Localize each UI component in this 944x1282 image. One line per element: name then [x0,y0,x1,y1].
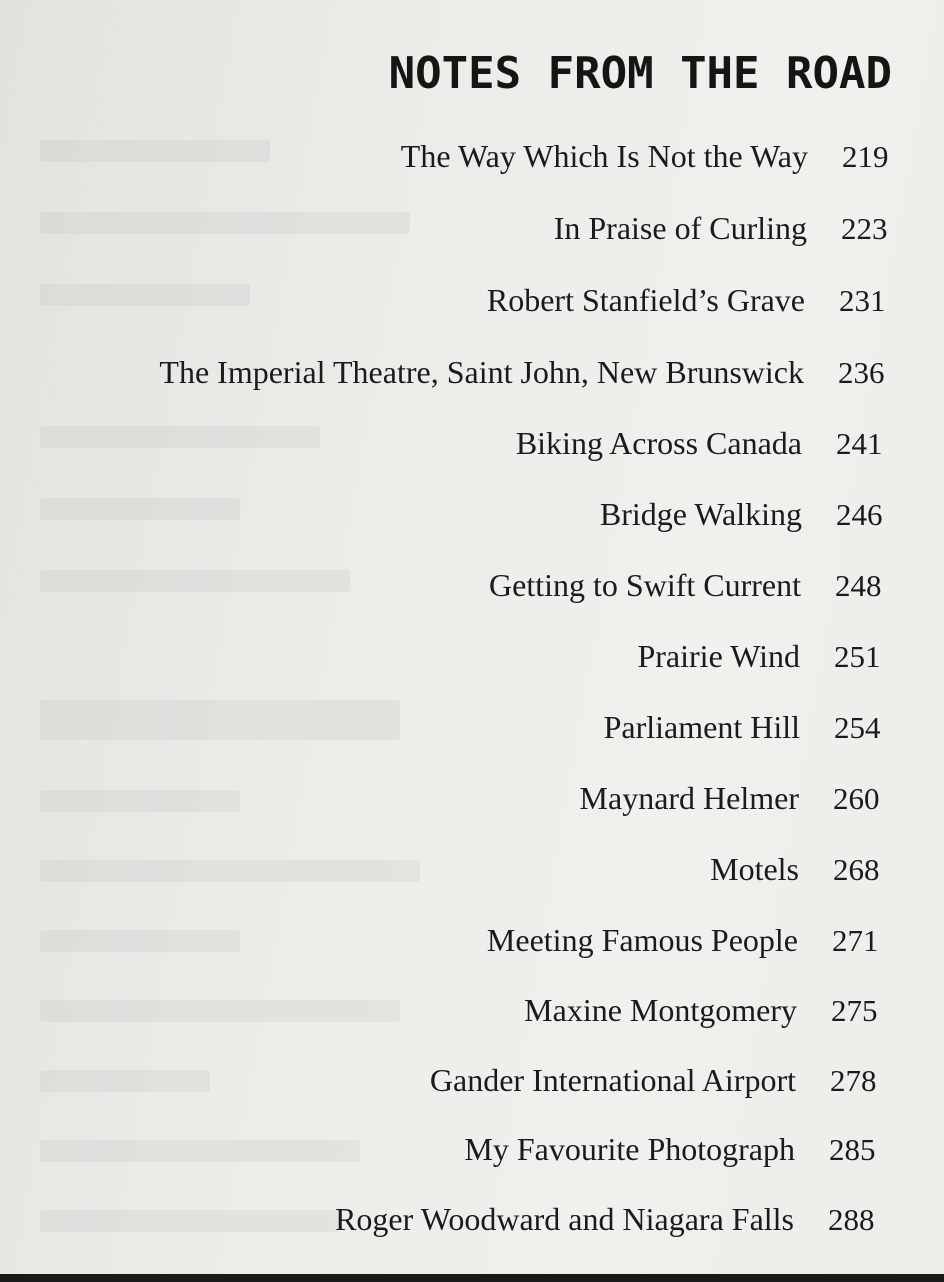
toc-entry-title: Motels [710,851,799,887]
toc-entry-title: Maynard Helmer [579,780,799,816]
toc-entry-title: Meeting Famous People [486,922,798,958]
toc-entry-page: 231 [839,283,886,318]
toc-entry-title: My Favourite Photograph [464,1131,795,1167]
toc-entry-page: 241 [836,426,883,461]
toc-entry-title: The Way Which Is Not the Way [400,138,808,174]
toc-entry[interactable] [604,709,886,749]
toc-entry-title: Parliament Hill [603,709,800,745]
section-title: NOTES FROM THE ROAD [388,48,892,99]
toc-entry-page: 278 [830,1063,877,1098]
toc-entry[interactable] [637,638,886,678]
toc-entry-title: Getting to Swift Current [489,567,801,603]
toc-entry-page: 268 [833,852,880,887]
toc-entry-title: Bridge Walking [599,496,802,532]
toc-entry-title: In Praise of Curling [553,210,807,246]
page-bottom-edge [0,1274,944,1282]
toc-entry[interactable] [430,1062,882,1102]
toc-entry[interactable] [159,354,890,394]
toc-entry-page: 285 [829,1132,876,1167]
toc-entry-page: 223 [841,211,888,246]
toc-entry-page: 275 [831,993,878,1028]
toc-entry-title: Roger Woodward and Niagara Falls [335,1201,794,1237]
toc-entry-title: The Imperial Theatre, Saint John, New Brunswick [159,354,804,390]
toc-entry-title: Maxine Montgomery [524,992,797,1028]
toc-entry-title: Biking Across Canada [515,425,802,461]
toc-entry-page: 246 [836,497,883,532]
toc-entry[interactable] [464,1131,881,1171]
toc-entry[interactable] [580,780,885,820]
toc-entry-page: 288 [828,1202,875,1237]
toc-entry-title: Robert Stanfield’s Grave [486,282,805,318]
toc-entry[interactable] [516,425,888,465]
toc-entry-page: 248 [835,568,882,603]
toc-entry-title: Prairie Wind [637,638,800,674]
toc-entry[interactable] [524,992,883,1032]
toc-entry-page: 236 [838,355,885,390]
toc-entry[interactable] [710,851,885,891]
toc-entry[interactable] [554,210,893,250]
toc-entry[interactable] [335,1201,880,1241]
toc-entry-title: Gander International Airport [429,1062,796,1098]
toc-entry[interactable] [600,496,888,536]
toc-entry[interactable] [489,567,887,607]
toc-entry[interactable] [487,922,884,962]
toc-entry-page: 251 [834,639,881,674]
toc-entry-page: 219 [842,139,889,174]
toc-entry-page: 271 [832,923,879,958]
toc-entry[interactable] [487,282,891,322]
toc-entry[interactable] [401,138,894,178]
toc-entry-page: 260 [833,781,880,816]
toc-entry-page: 254 [834,710,881,745]
